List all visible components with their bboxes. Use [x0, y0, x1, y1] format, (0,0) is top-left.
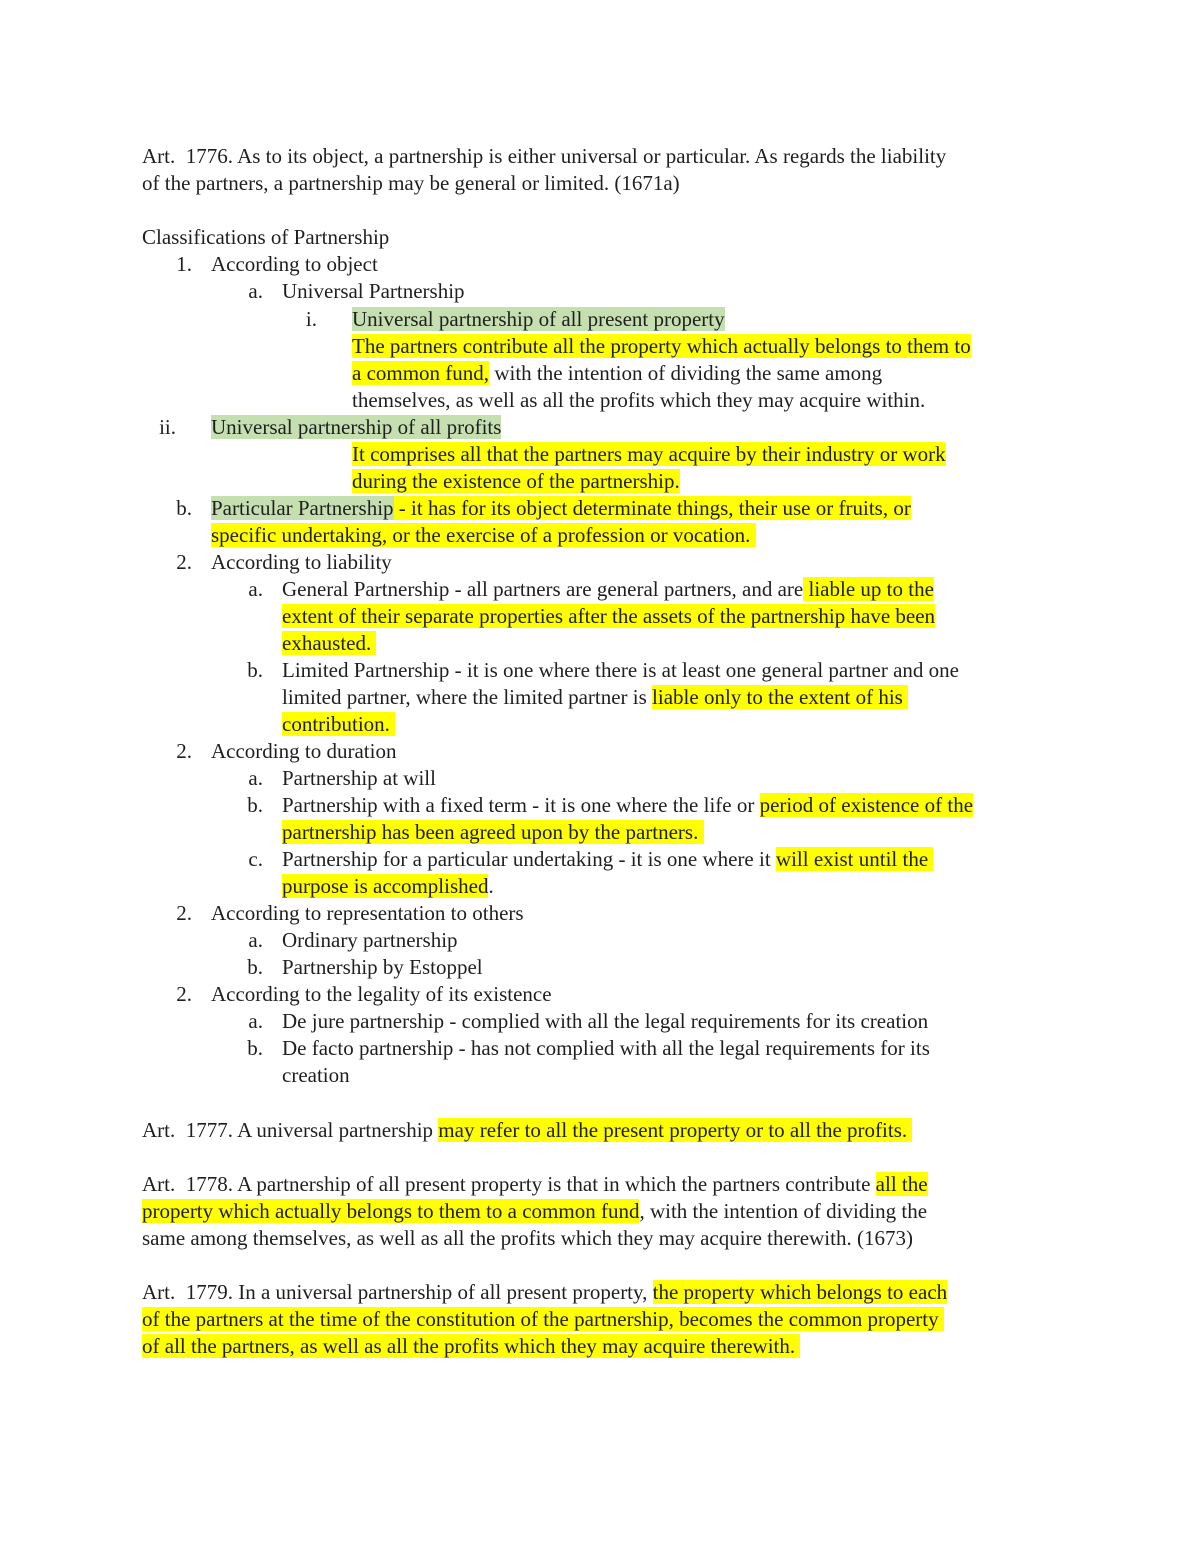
text-line-item-ii-l3	[352, 468, 680, 494]
text-line-item-2c-undertaking	[282, 846, 933, 872]
text-segment: According to representation to others	[211, 901, 524, 925]
text-line-item-2b-estoppel	[282, 954, 483, 980]
highlight-yellow: a common fund,	[352, 361, 490, 385]
text-line-item-2a-ordinary	[282, 927, 458, 953]
text-line-item-2a-de-jure	[282, 1008, 928, 1034]
text-segment: Limited Partnership - it is one where there is at least one general partner and one	[282, 658, 960, 682]
text-line-art1776-l1	[142, 143, 946, 169]
list-marker: 2.	[176, 739, 192, 763]
list-marker: b.	[247, 793, 263, 817]
highlight-green: Particular Partnership	[211, 496, 394, 520]
text-line-item-2a-general-l2	[282, 603, 935, 629]
text-segment: Partnership at will	[282, 766, 436, 790]
highlight-green: Universal partnership of all profits	[211, 415, 502, 439]
text-line-item-b-particular-l2	[211, 522, 756, 548]
text-line-item-ii	[211, 414, 501, 440]
text-line-item-2a-general-l3	[282, 630, 376, 656]
text-line-item-2-duration	[211, 738, 396, 764]
text-line-item-ii-l2	[352, 441, 946, 467]
text-line-item-2b-de-facto-l2	[282, 1062, 350, 1088]
highlight-yellow: specific undertaking, or the exercise of a profession or vocation.	[211, 523, 756, 547]
highlight-yellow: It comprises all that the partners may acquire by their industry or work	[352, 442, 946, 466]
highlight-yellow: extent of their separate properties after the assets of the partnership have been	[282, 604, 936, 628]
highlight-yellow: exhausted.	[282, 631, 377, 655]
highlight-yellow: the property which belongs to each	[652, 1280, 948, 1304]
list-marker: b.	[176, 496, 192, 520]
text-line-item-2-legality	[211, 981, 552, 1007]
text-line-item-2b-limited-l2	[282, 684, 908, 710]
text-line-item-1a-i-l2	[352, 333, 971, 359]
text-line-item-1a-i-l4	[352, 387, 925, 413]
list-marker: a.	[248, 577, 263, 601]
text-line-classifications-heading	[142, 224, 389, 250]
list-marker: a.	[248, 1009, 263, 1033]
highlight-green: Universal partnership of all present property	[352, 307, 725, 331]
text-segment: According to object	[211, 252, 378, 276]
text-segment: .	[488, 874, 494, 898]
highlight-yellow: of the partners at the time of the constitution of the partnership, becomes the common property	[142, 1307, 944, 1331]
text-segment: According to liability	[211, 550, 392, 574]
list-marker: 2.	[176, 982, 192, 1006]
list-marker: ii.	[159, 415, 176, 439]
text-line-art1778-l3	[142, 1225, 913, 1251]
text-line-art1779-l1	[142, 1279, 947, 1305]
text-segment: According to duration	[211, 739, 397, 763]
highlight-yellow: The partners contribute all the property which actually belongs to them to	[352, 334, 971, 358]
highlight-yellow: may refer to all the present property or to all the profits.	[438, 1118, 913, 1142]
text-segment: Partnership with a fixed term - it is one where the life or	[282, 793, 760, 817]
highlight-yellow: liable up to the	[803, 577, 934, 601]
highlight-yellow: - it has for its object determinate things, their use or fruits, or	[393, 496, 911, 520]
text-line-art1779-l3	[142, 1333, 800, 1359]
text-segment: with the intention of dividing the same among	[489, 361, 883, 385]
highlight-yellow: will exist until the	[775, 847, 934, 871]
list-marker: i.	[305, 307, 317, 331]
highlight-yellow: purpose is accomplished	[282, 874, 489, 898]
text-segment: creation	[282, 1063, 350, 1087]
text-line-item-2b-limited	[282, 657, 959, 683]
text-segment: limited partner, where the limited partner is	[282, 685, 653, 709]
text-line-item-2c-undertaking-l2	[282, 873, 494, 899]
text-line-item-2-representation	[211, 900, 524, 926]
text-line-item-1a-i	[352, 306, 725, 332]
text-line-art1776-l2	[142, 170, 680, 196]
text-line-item-2b-fixed	[282, 792, 973, 818]
list-marker: b.	[247, 955, 263, 979]
text-segment: of the partners, a partnership may be general or limited. (1671a)	[142, 171, 680, 195]
text-line-item-b-particular	[211, 495, 911, 521]
highlight-yellow: all the	[875, 1172, 928, 1196]
text-segment: Art. 1777. A universal partnership	[142, 1118, 439, 1142]
text-segment: Universal Partnership	[282, 279, 465, 303]
list-marker: b.	[247, 658, 263, 682]
list-marker: a.	[248, 279, 263, 303]
highlight-yellow: period of existence of the	[759, 793, 974, 817]
text-segment: themselves, as well as all the profits which they may acquire within.	[352, 388, 926, 412]
highlight-yellow: partnership has been agreed upon by the partners.	[282, 820, 704, 844]
text-line-item-2b-limited-l3	[282, 711, 395, 737]
text-line-art1777	[142, 1117, 912, 1143]
text-line-art1778-l1	[142, 1171, 928, 1197]
text-segment: According to the legality of its existence	[211, 982, 552, 1006]
highlight-yellow: liable only to the extent of his	[652, 685, 909, 709]
text-segment: Art. 1779. In a universal partnership of all present property,	[142, 1280, 653, 1304]
text-line-item-2b-de-facto	[282, 1035, 930, 1061]
text-line-item-2a-at-will	[282, 765, 436, 791]
text-line-item-1a-universal	[282, 278, 465, 304]
text-segment: same among themselves, as well as all the profits which they may acquire therewith. (1673)	[142, 1226, 913, 1250]
text-line-item-2-liability	[211, 549, 392, 575]
highlight-yellow: during the existence of the partnership.	[352, 469, 680, 493]
text-line-art1779-l2	[142, 1306, 944, 1332]
text-segment: Art. 1778. A partnership of all present property is that in which the partners contribute	[142, 1172, 876, 1196]
list-marker: 2.	[176, 901, 192, 925]
text-segment: Partnership by Estoppel	[282, 955, 483, 979]
text-segment: General Partnership - all partners are general partners, and are	[282, 577, 804, 601]
text-segment: Art. 1776. As to its object, a partnership is either universal or particular. As regards the liability	[142, 144, 947, 168]
text-line-item-1a-i-l3	[352, 360, 882, 386]
text-line-item-2b-fixed-l2	[282, 819, 704, 845]
list-marker: 2.	[176, 550, 192, 574]
highlight-yellow: contribution.	[282, 712, 396, 736]
text-segment: De facto partnership - has not complied with all the legal requirements for its	[282, 1036, 930, 1060]
list-marker: c.	[248, 847, 263, 871]
text-segment: Classifications of Partnership	[142, 225, 390, 249]
highlight-yellow: of all the partners, as well as all the profits which they may acquire therewith.	[142, 1334, 801, 1358]
list-marker: 1.	[176, 252, 192, 276]
list-marker: a.	[248, 928, 263, 952]
text-segment: , with the intention of dividing the	[639, 1199, 928, 1223]
text-segment: Partnership for a particular undertaking - it is one where it	[282, 847, 776, 871]
list-marker: a.	[248, 766, 263, 790]
highlight-yellow: property which actually belongs to them to a common fund	[142, 1199, 640, 1223]
text-segment: Ordinary partnership	[282, 928, 458, 952]
text-line-item-2a-general	[282, 576, 934, 602]
text-line-art1778-l2	[142, 1198, 927, 1224]
text-line-item-1-object	[211, 251, 378, 277]
list-marker: b.	[247, 1036, 263, 1060]
text-segment: De jure partnership - complied with all the legal requirements for its creation	[282, 1009, 929, 1033]
